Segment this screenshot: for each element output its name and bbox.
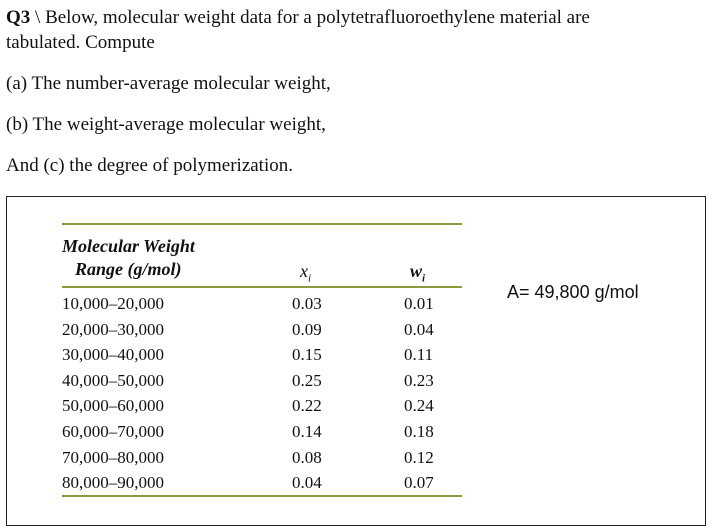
table-cell-range: 80,000–90,000 bbox=[62, 473, 164, 493]
question-separator: \ bbox=[30, 7, 46, 28]
table-cell-range: 50,000–60,000 bbox=[62, 396, 164, 416]
header-range: Range (g/mol) bbox=[75, 259, 182, 279]
table-top-rule bbox=[62, 223, 462, 225]
question-line-2: tabulated. Compute bbox=[6, 32, 155, 53]
table-cell-x: 0.22 bbox=[292, 396, 322, 416]
table-cell-range: 70,000–80,000 bbox=[62, 447, 164, 467]
table-cell-range: 10,000–20,000 bbox=[62, 294, 164, 313]
table-header-rule bbox=[62, 286, 462, 288]
table-cell-range: 40,000–50,000 bbox=[62, 370, 164, 390]
table-cell-x: 0.08 bbox=[292, 447, 322, 467]
table-cell-x: 0.03 bbox=[292, 294, 322, 313]
header-w: $w_i$ bbox=[410, 261, 426, 285]
question-part-b: (b) The weight-average molecular weight, bbox=[6, 114, 326, 135]
table-bottom-rule bbox=[62, 495, 462, 497]
table-cell-range: 60,000–70,000 bbox=[62, 422, 164, 441]
table-cell-x: 0.14 bbox=[292, 422, 322, 441]
table-cell-x: 0.04 bbox=[292, 473, 322, 493]
header-molecular-weight: Molecular Weight bbox=[62, 236, 195, 256]
question-part-c: And (c) the degree of polymerization. bbox=[6, 155, 293, 176]
header-x: $x_i$ bbox=[300, 261, 312, 285]
table-cell-x: 0.09 bbox=[292, 319, 322, 339]
table-cell-w: 0.01 bbox=[404, 294, 434, 313]
question-intro: Below, molecular weight data for a polytetrafluoroethylene material are bbox=[45, 7, 590, 28]
table-cell-range: 30,000–40,000 bbox=[62, 345, 164, 365]
table-cell-w: 0.04 bbox=[404, 319, 434, 339]
table-cell-w: 0.07 bbox=[404, 473, 434, 493]
table-cell-w: 0.12 bbox=[404, 447, 434, 467]
table-cell-w: 0.23 bbox=[404, 370, 434, 390]
table-cell-range: 20,000–30,000 bbox=[62, 319, 164, 339]
table-cell-x: 0.25 bbox=[292, 370, 322, 390]
table-cell-x: 0.15 bbox=[292, 345, 322, 365]
table-cell-w: 0.11 bbox=[404, 345, 434, 365]
data-table-box bbox=[6, 196, 706, 526]
table-cell-w: 0.24 bbox=[404, 396, 434, 416]
table-cell-w: 0.18 bbox=[404, 422, 434, 441]
question-part-a: (a) The number-average molecular weight, bbox=[6, 73, 331, 94]
question-line-1 bbox=[6, 7, 590, 29]
molecular-weight-note: A= 49,800 g/mol bbox=[507, 282, 639, 302]
question-label: Q3 bbox=[6, 7, 31, 28]
